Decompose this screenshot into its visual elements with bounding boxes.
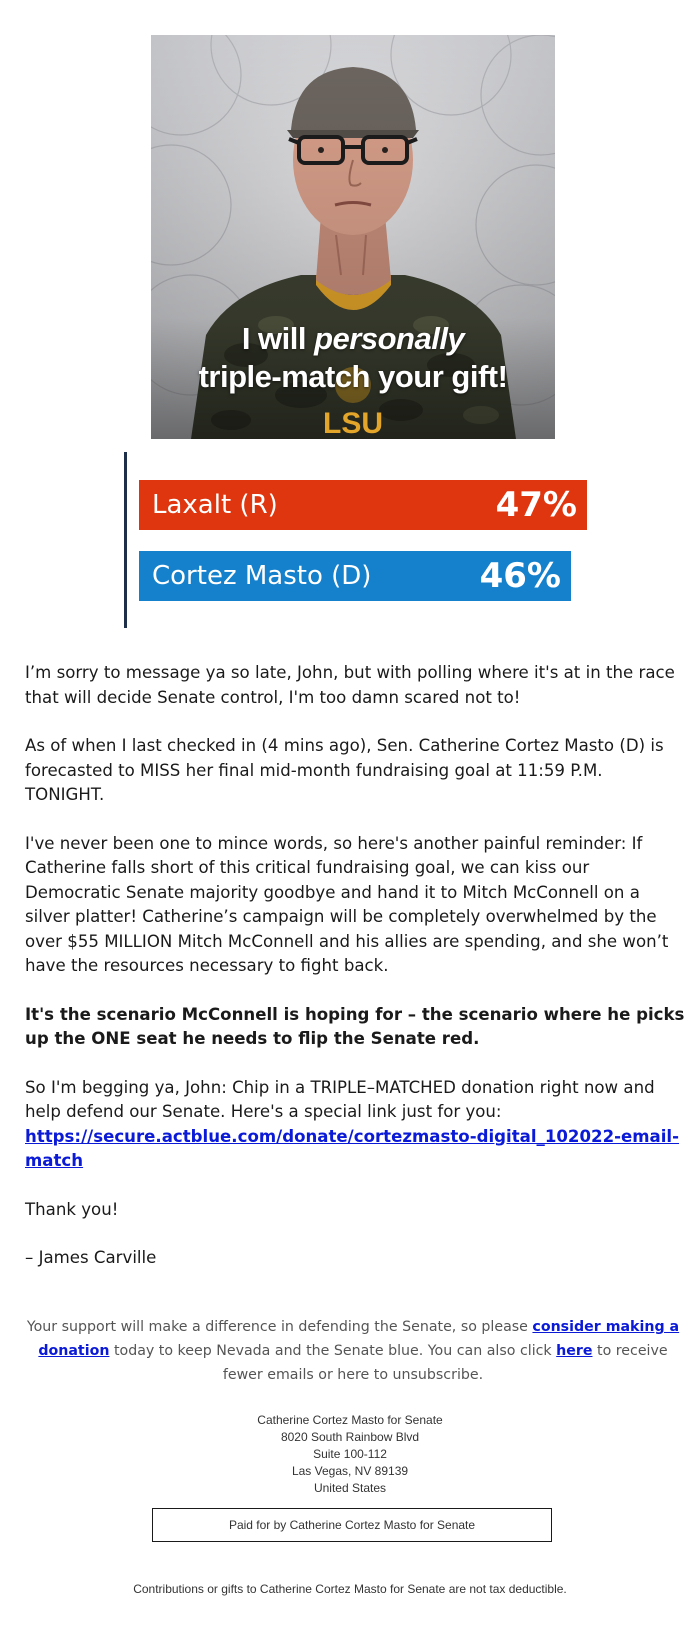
email-body <box>25 661 685 1295</box>
poll-graphic <box>124 452 597 628</box>
consider-donation-link[interactable]: consider making a donation <box>38 1319 680 1359</box>
poll-candidate-cortez-masto: Cortez Masto (D) <box>152 561 372 591</box>
poll-bar-laxalt <box>139 480 587 530</box>
address-country: United States <box>313 1481 387 1495</box>
hero-caption-line2: triple-match your gift! <box>198 359 508 394</box>
thank-you-text: Thank you! <box>25 1199 119 1219</box>
poll-candidate-laxalt: Laxalt (R) <box>152 490 278 520</box>
donate-link[interactable]: https://secure.actblue.com/donate/cortezmasto-digital_102022-email-match <box>25 1126 680 1170</box>
body-paragraph-5: So I'm begging ya, John: Chip in a TRIPLE–MATCHED donation right now and help defend our Senate. Here's a special link just for you: https://secure.actblue.com/donate/cortezmasto-digital_102022-email-match <box>25 1077 680 1170</box>
body-paragraph-3: I've never been one to mince words, so here's another painful reminder: If Catherine falls short of this critical fundraising goal, we can kiss our Democratic Senate majority goodbye and hand it to Mitch McConnell on a silver platter! Catherine’s campaign will be completely overwhelmed by the over $55 MILLION Mitch McConnell and his allies are spending, and she won’t have the resources necessary to fight back. <box>25 833 669 975</box>
hero-caption-emphasis: personally <box>314 321 465 356</box>
paid-for-box: Paid for by Catherine Cortez Masto for Senate <box>152 1508 552 1542</box>
hero-caption <box>151 320 555 396</box>
hero-caption-line1: I will personally <box>241 321 465 356</box>
poll-bar-cortez-masto <box>139 551 571 601</box>
tax-disclaimer: Contributions or gifts to Catherine Cortez Masto for Senate are not tax deductible. <box>133 1582 567 1596</box>
address-suite: Suite 100-112 <box>313 1447 387 1461</box>
fewer-emails-link[interactable]: here <box>556 1343 593 1359</box>
address-street: 8020 South Rainbow Blvd <box>280 1430 420 1444</box>
body-paragraph-1: I’m sorry to message ya so late, John, but with polling where it's at in the race that will decide Senate control, I'm too damn scared not to! <box>25 663 675 707</box>
body-paragraph-2: As of when I last checked in (4 mins ago), Sen. Catherine Cortez Masto (D) is forecasted to MISS her final mid-month fundraising goal at 11:59 P.M. TONIGHT. <box>25 736 664 804</box>
poll-percent-cortez-masto: 46% <box>479 556 561 596</box>
hero-image <box>151 35 555 439</box>
mailing-address <box>0 1412 700 1497</box>
footer-note: Your support will make a difference in defending the Senate, so please consider making a donation today to keep Nevada and the Senate blue. You can also click here to receive fewer emails or here to unsubscribe. <box>26 1319 680 1383</box>
shirt-lettering: LSU <box>323 407 383 439</box>
poll-percent-laxalt: 47% <box>495 485 577 525</box>
address-org: Catherine Cortez Masto for Senate <box>257 1413 443 1427</box>
signature: – James Carville <box>25 1248 157 1267</box>
address-city: Las Vegas, NV 89139 <box>291 1464 409 1478</box>
body-paragraph-4-bold: It's the scenario McConnell is hoping for – the scenario where he picks up the ONE seat he needs to flip the Senate red. <box>25 1004 685 1048</box>
